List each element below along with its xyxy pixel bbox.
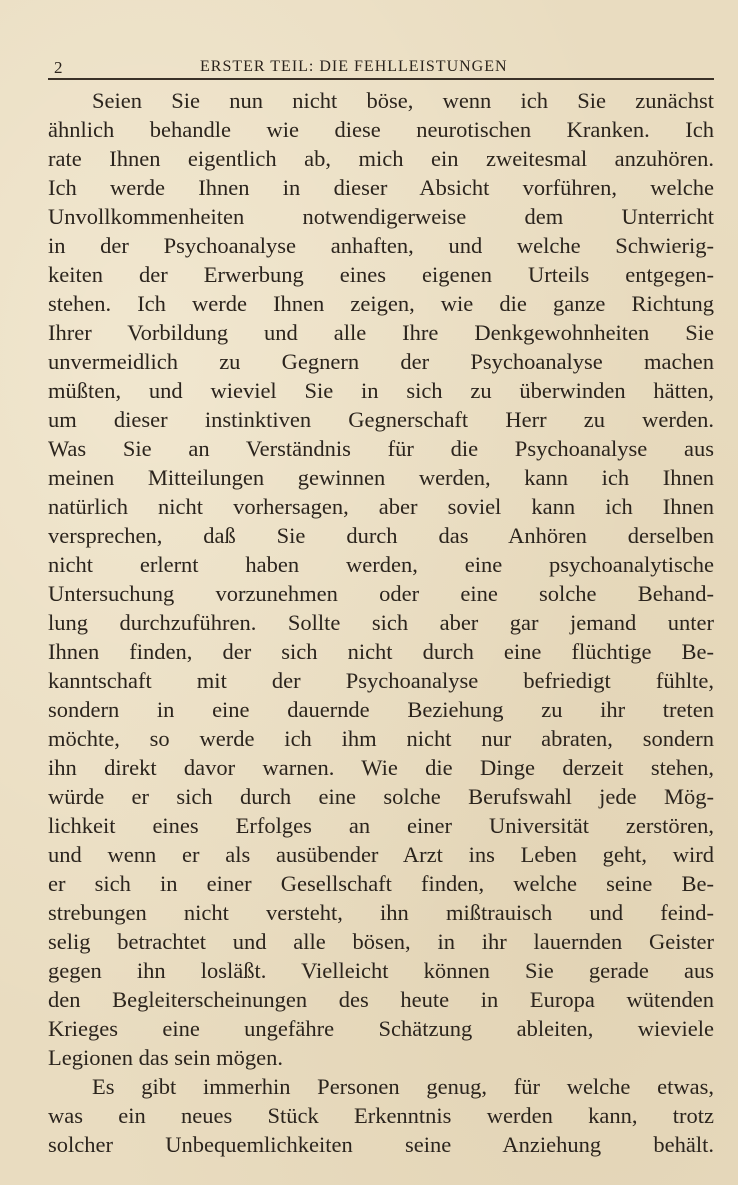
paragraph-1 — [48, 86, 714, 1072]
text-line: rate Ihnen eigentlich ab, mich ein zweitesmal anzuhören. — [48, 146, 714, 171]
text-line: Unvollkommenheiten notwendigerweise dem Unterricht — [48, 204, 714, 229]
text-line: kanntschaft mit der Psychoanalyse befriedigt fühlte, — [48, 668, 714, 693]
text-line: solcher Unbequemlichkeiten seine Anziehung behält. — [48, 1132, 714, 1157]
text-line: Untersuchung vorzunehmen oder eine solche Behand- — [48, 581, 714, 606]
paragraph-2 — [48, 1072, 714, 1159]
text-line: Krieges eine ungefähre Schätzung ableiten, wieviele — [48, 1016, 714, 1041]
text-line: Seien Sie nun nicht böse, wenn ich Sie zunächst — [92, 88, 714, 113]
text-line: Ich werde Ihnen in dieser Absicht vorführen, welche — [48, 175, 714, 200]
text-line: sondern in eine dauernde Beziehung zu ihr treten — [48, 697, 714, 722]
text-line: versprechen, daß Sie durch das Anhören derselben — [48, 523, 714, 548]
text-line: meinen Mitteilungen gewinnen werden, kann ich Ihnen — [48, 465, 714, 490]
text-line: Es gibt immerhin Personen genug, für welche etwas, — [92, 1074, 714, 1099]
text-line: keiten der Erwerbung eines eigenen Urteils entgegen- — [48, 262, 714, 287]
text-line: selig betrachtet und alle bösen, in ihr lauernden Geister — [48, 929, 714, 954]
text-line: um dieser instinktiven Gegnerschaft Herr zu werden. — [48, 407, 714, 432]
text-line: Legionen das sein mögen. — [48, 1045, 283, 1070]
text-line: Ihnen finden, der sich nicht durch eine flüchtige Be- — [48, 639, 714, 664]
text-line: in der Psychoanalyse anhaften, und welche Schwierig- — [48, 233, 714, 258]
text-line: Was Sie an Verständnis für die Psychoanalyse aus — [48, 436, 714, 461]
text-line: was ein neues Stück Erkenntnis werden kann, trotz — [48, 1103, 714, 1128]
text-line: müßten, und wieviel Sie in sich zu überwinden hätten, — [48, 378, 714, 403]
page-header — [48, 56, 714, 80]
text-line: er sich in einer Gesellschaft finden, welche seine Be- — [48, 871, 714, 896]
page-number: 2 — [54, 58, 63, 77]
header-rule — [48, 78, 714, 80]
running-head: ERSTER TEIL: DIE FEHLLEISTUNGEN — [200, 58, 508, 75]
body-text — [48, 86, 714, 1159]
text-line: lung durchzuführen. Sollte sich aber gar jemand unter — [48, 610, 714, 635]
text-line: unvermeidlich zu Gegnern der Psychoanalyse machen — [48, 349, 714, 374]
text-line: lichkeit eines Erfolges an einer Universität zerstören, — [48, 813, 714, 838]
text-line: möchte, so werde ich ihm nicht nur abraten, sondern — [48, 726, 714, 751]
text-line: ähnlich behandle wie diese neurotischen Kranken. Ich — [48, 117, 714, 142]
text-line: strebungen nicht versteht, ihn mißtrauisch und feind- — [48, 900, 714, 925]
text-line: und wenn er als ausübender Arzt ins Leben geht, wird — [48, 842, 714, 867]
text-line: würde er sich durch eine solche Berufswahl jede Mög- — [48, 784, 714, 809]
text-line: nicht erlernt haben werden, eine psychoanalytische — [48, 552, 714, 577]
text-line: ihn direkt davor warnen. Wie die Dinge derzeit stehen, — [48, 755, 714, 780]
text-line: natürlich nicht vorhersagen, aber soviel kann ich Ihnen — [48, 494, 714, 519]
text-line: gegen ihn losläßt. Vielleicht können Sie gerade aus — [48, 958, 714, 983]
text-line: stehen. Ich werde Ihnen zeigen, wie die ganze Richtung — [48, 291, 714, 316]
text-line: Ihrer Vorbildung und alle Ihre Denkgewohnheiten Sie — [48, 320, 714, 345]
text-line: den Begleiterscheinungen des heute in Europa wütenden — [48, 987, 714, 1012]
